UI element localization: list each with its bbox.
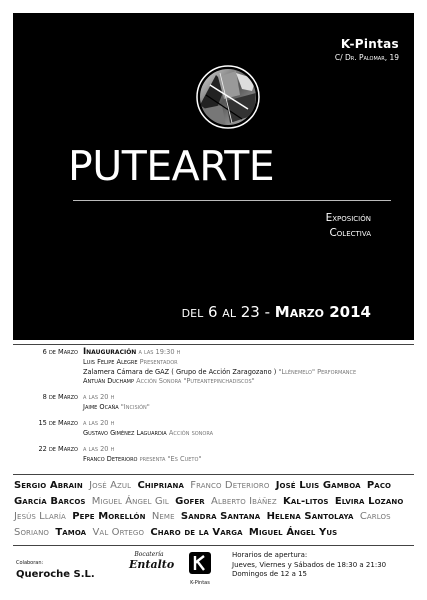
exhibition-title: PUTEARTE bbox=[68, 142, 275, 190]
artist-name: Miguel Ángel Yus bbox=[248, 526, 338, 538]
artist-name: Kal-litos bbox=[283, 495, 329, 507]
schedule-lines bbox=[83, 348, 356, 387]
schedule-text: Zalamera Cámara de GAZ ( Grupo de Acción Zaragozano ) bbox=[83, 367, 277, 376]
artist-name: Helena Santolaya bbox=[266, 511, 354, 522]
artist-name: Alberto Ibáñez bbox=[211, 495, 277, 507]
schedule-top-rule bbox=[13, 344, 414, 345]
artists-top-rule bbox=[13, 474, 414, 475]
schedule-date: 6 de Marzo bbox=[42, 348, 78, 356]
schedule-lines bbox=[83, 393, 150, 413]
schedule-date: 22 de Marzo bbox=[38, 445, 78, 453]
dates-prefix: del 6 al 23 - bbox=[181, 303, 270, 321]
artist-name: Charo de la Varga bbox=[150, 526, 243, 538]
exhibition-dates bbox=[182, 303, 371, 321]
schedule-text: Jaime Ocaña bbox=[83, 402, 119, 411]
collaborators-label: Colaboran: bbox=[16, 560, 44, 566]
header-panel bbox=[13, 13, 414, 340]
schedule-line bbox=[83, 445, 201, 455]
kpintas-logo bbox=[185, 551, 215, 586]
hours-line1: Jueves, Viernes y Sábados de 18:30 a 21:30 bbox=[232, 560, 387, 569]
schedule-text: presenta "Es Cueto" bbox=[137, 454, 202, 463]
schedule-lines bbox=[83, 445, 201, 465]
schedule-text: "Llénemelo" Performance bbox=[276, 367, 357, 376]
artwork-circle-icon bbox=[196, 65, 260, 129]
venue-name: K-Pintas bbox=[340, 37, 399, 51]
artist-name: Miguel Ángel Gil bbox=[91, 495, 169, 507]
schedule-line bbox=[83, 348, 356, 358]
hours-line2: Domingos de 12 a 15 bbox=[232, 570, 308, 579]
exhibition-type bbox=[326, 211, 371, 241]
schedule-text: a las 20 h bbox=[83, 419, 115, 427]
venue-block bbox=[335, 37, 399, 62]
artist-name: Chipriana bbox=[137, 480, 184, 491]
sponsor-bocateria-logo bbox=[129, 551, 175, 571]
footer bbox=[0, 548, 427, 600]
divider bbox=[73, 200, 391, 201]
schedule-line bbox=[83, 358, 356, 368]
artist-name: Paco García Barcos bbox=[14, 480, 392, 507]
sponsor-bocateria-line2: Entalto bbox=[129, 558, 175, 571]
artist-name: Neme bbox=[151, 511, 175, 522]
exhibition-type-line1: Exposición bbox=[325, 212, 371, 224]
artist-name: Val Ortego bbox=[92, 526, 145, 538]
schedule-text: Luis Felipe Alegre bbox=[83, 357, 138, 366]
schedule-line bbox=[83, 377, 356, 387]
artist-name: Sergio Abrain bbox=[14, 480, 83, 491]
schedule-text: Gustavo Giménez Laguardia bbox=[83, 428, 167, 437]
schedule-text: Antuán Duchamp bbox=[83, 377, 134, 386]
schedule-text: Franco Deterioro bbox=[83, 454, 138, 463]
schedule-text: a las 20 h bbox=[83, 445, 115, 453]
schedule-line bbox=[83, 419, 213, 429]
artist-name: Pepe Morellón bbox=[72, 511, 146, 522]
artist-list bbox=[14, 478, 414, 540]
artist-name: Tamoa bbox=[55, 526, 87, 538]
schedule-line bbox=[83, 455, 201, 465]
schedule-line bbox=[83, 403, 150, 413]
schedule-text: "Incisión" bbox=[118, 402, 150, 411]
artist-name: Gofer bbox=[175, 495, 205, 507]
artist-name: José Azul bbox=[89, 480, 132, 491]
schedule-text: Acción sonora bbox=[166, 428, 214, 437]
artist-name: Jesús Llaría bbox=[14, 511, 66, 522]
schedule-line bbox=[83, 368, 356, 378]
sponsor-bocateria-line1: Bocatería bbox=[134, 551, 164, 558]
schedule-line bbox=[83, 393, 150, 403]
schedule-text: a las 19:30 h bbox=[136, 348, 181, 356]
footer-top-rule bbox=[13, 545, 414, 546]
artist-name: Franco Deterioro bbox=[190, 480, 270, 491]
artist-name: Sandra Santana bbox=[180, 511, 261, 522]
schedule-text: Inauguración bbox=[83, 347, 137, 357]
opening-hours bbox=[232, 551, 386, 580]
schedule-line bbox=[83, 429, 213, 439]
artist-name: Elvira Lozano bbox=[334, 495, 404, 507]
schedule-text: Acción Sonora "Puteantepinchadiscos" bbox=[133, 377, 255, 386]
schedule-text: Presentador bbox=[137, 357, 178, 366]
venue-address: C/ Dr. Palomar, 19 bbox=[334, 53, 399, 62]
artist-name: Carlos Soriano bbox=[14, 511, 391, 538]
schedule-date: 15 de Marzo bbox=[38, 419, 78, 427]
schedule-text: a las 20 h bbox=[83, 393, 115, 401]
hours-title: Horarios de apertura: bbox=[232, 551, 308, 559]
kpintas-k-icon bbox=[188, 551, 212, 575]
artist-name: José Luis Gamboa bbox=[275, 480, 361, 491]
schedule-lines bbox=[83, 419, 213, 439]
dates-month-year: Marzo 2014 bbox=[274, 303, 371, 321]
schedule-date: 8 de Marzo bbox=[42, 393, 78, 401]
sponsor-queroche: Queroche S.L. bbox=[16, 569, 95, 580]
exhibition-type-line2: Colectiva bbox=[329, 227, 371, 239]
kpintas-logo-label: K-Pintas bbox=[190, 580, 210, 586]
